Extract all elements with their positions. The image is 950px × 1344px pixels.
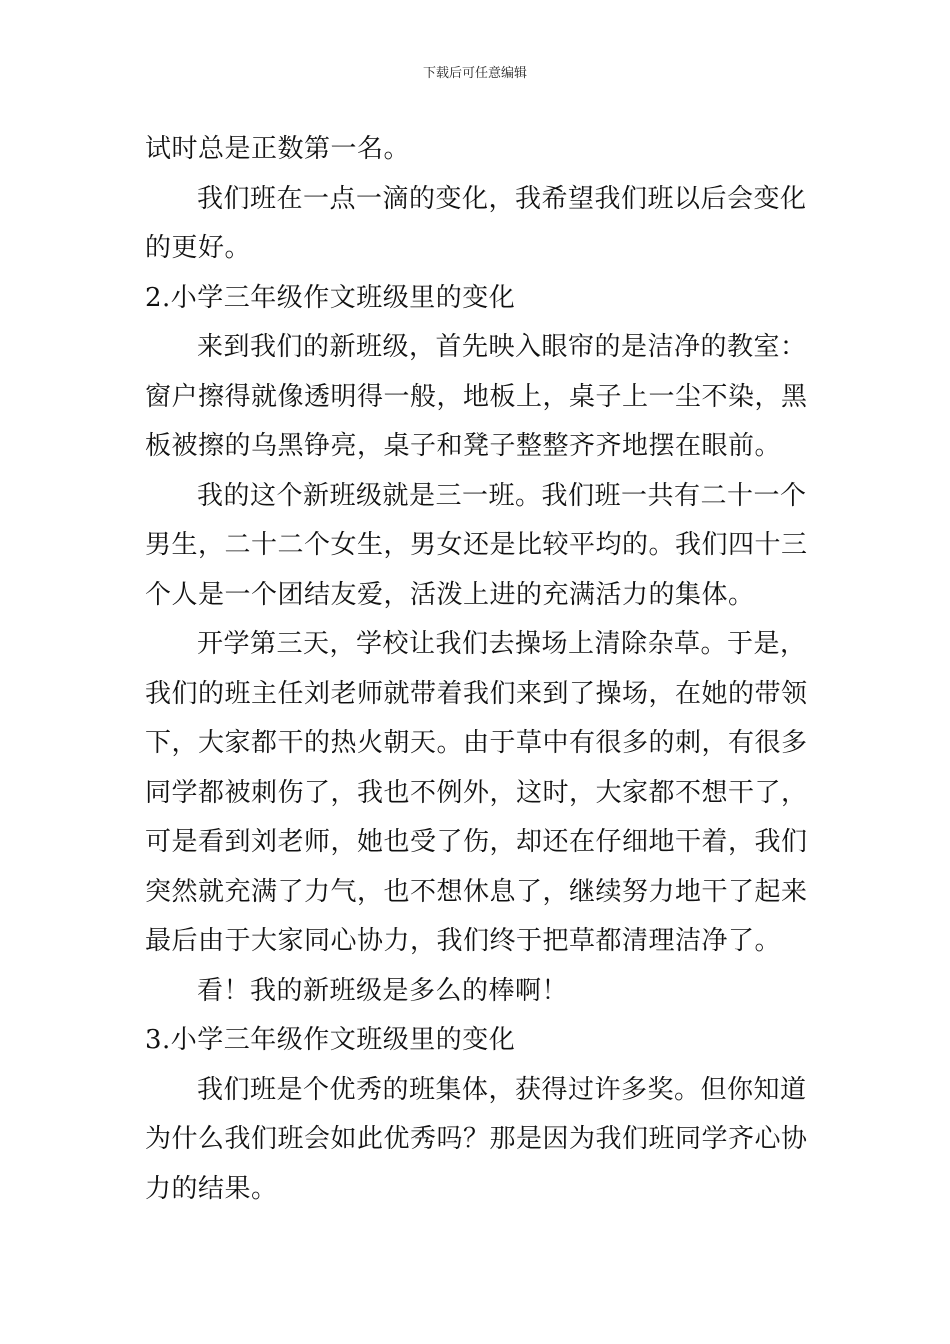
document-body (145, 125, 809, 1214)
body-line: 看！我的新班级是多么的棒啊！ (197, 975, 569, 1006)
body-line: 我的这个新班级就是三一班。我们班一共有二十一个 (197, 480, 807, 511)
body-line: 下，大家都干的热火朝天。由于草中有很多的刺，有很多 (145, 728, 808, 758)
body-line: 开学第三天，学校让我们去操场上清除杂草。于是， (197, 629, 807, 659)
body-line: 最后由于大家同心协力，我们终于把草都清理洁净了。 (145, 926, 782, 956)
body-line: 男生，二十二个女生，男女还是比较平均的。我们四十三 (145, 530, 808, 560)
body-line: 同学都被刺伤了，我也不例外，这时，大家都不想干了， (145, 777, 808, 808)
section-heading: 2.小学三年级作文班级里的变化 (145, 282, 516, 313)
body-line: 我们班是个优秀的班集体，获得过许多奖。但你知道 (197, 1074, 807, 1105)
body-line: 为什么我们班会如此优秀吗？那是因为我们班同学齐心协 (145, 1124, 808, 1154)
section-heading: 3.小学三年级作文班级里的变化 (145, 1025, 516, 1055)
body-line: 可是看到刘老师，她也受了伤，却还在仔细地干着，我们 (145, 827, 808, 857)
body-line: 力的结果。 (145, 1173, 278, 1204)
body-line: 个人是一个团结友爱，活泼上进的充满活力的集体。 (145, 579, 755, 610)
body-line: 板被擦的乌黑铮亮，桌子和凳子整整齐齐地摆在眼前。 (145, 431, 782, 461)
body-line: 我们班在一点一滴的变化，我希望我们班以后会变化 (197, 183, 807, 214)
body-line: 窗户擦得就像透明得一般，地板上，桌子上一尘不染，黑 (145, 381, 808, 412)
body-line: 我们的班主任刘老师就带着我们来到了操场，在她的带领 (145, 678, 808, 709)
body-line: 的更好。 (145, 233, 252, 263)
body-line: 试时总是正数第一名。 (145, 134, 411, 164)
body-line: 来到我们的新班级，首先映入眼帘的是洁净的教室： (197, 332, 807, 362)
body-line: 突然就充满了力气，也不想休息了，继续努力地干了起来 (145, 876, 808, 907)
page-header: 下载后可任意编辑 (422, 66, 527, 81)
